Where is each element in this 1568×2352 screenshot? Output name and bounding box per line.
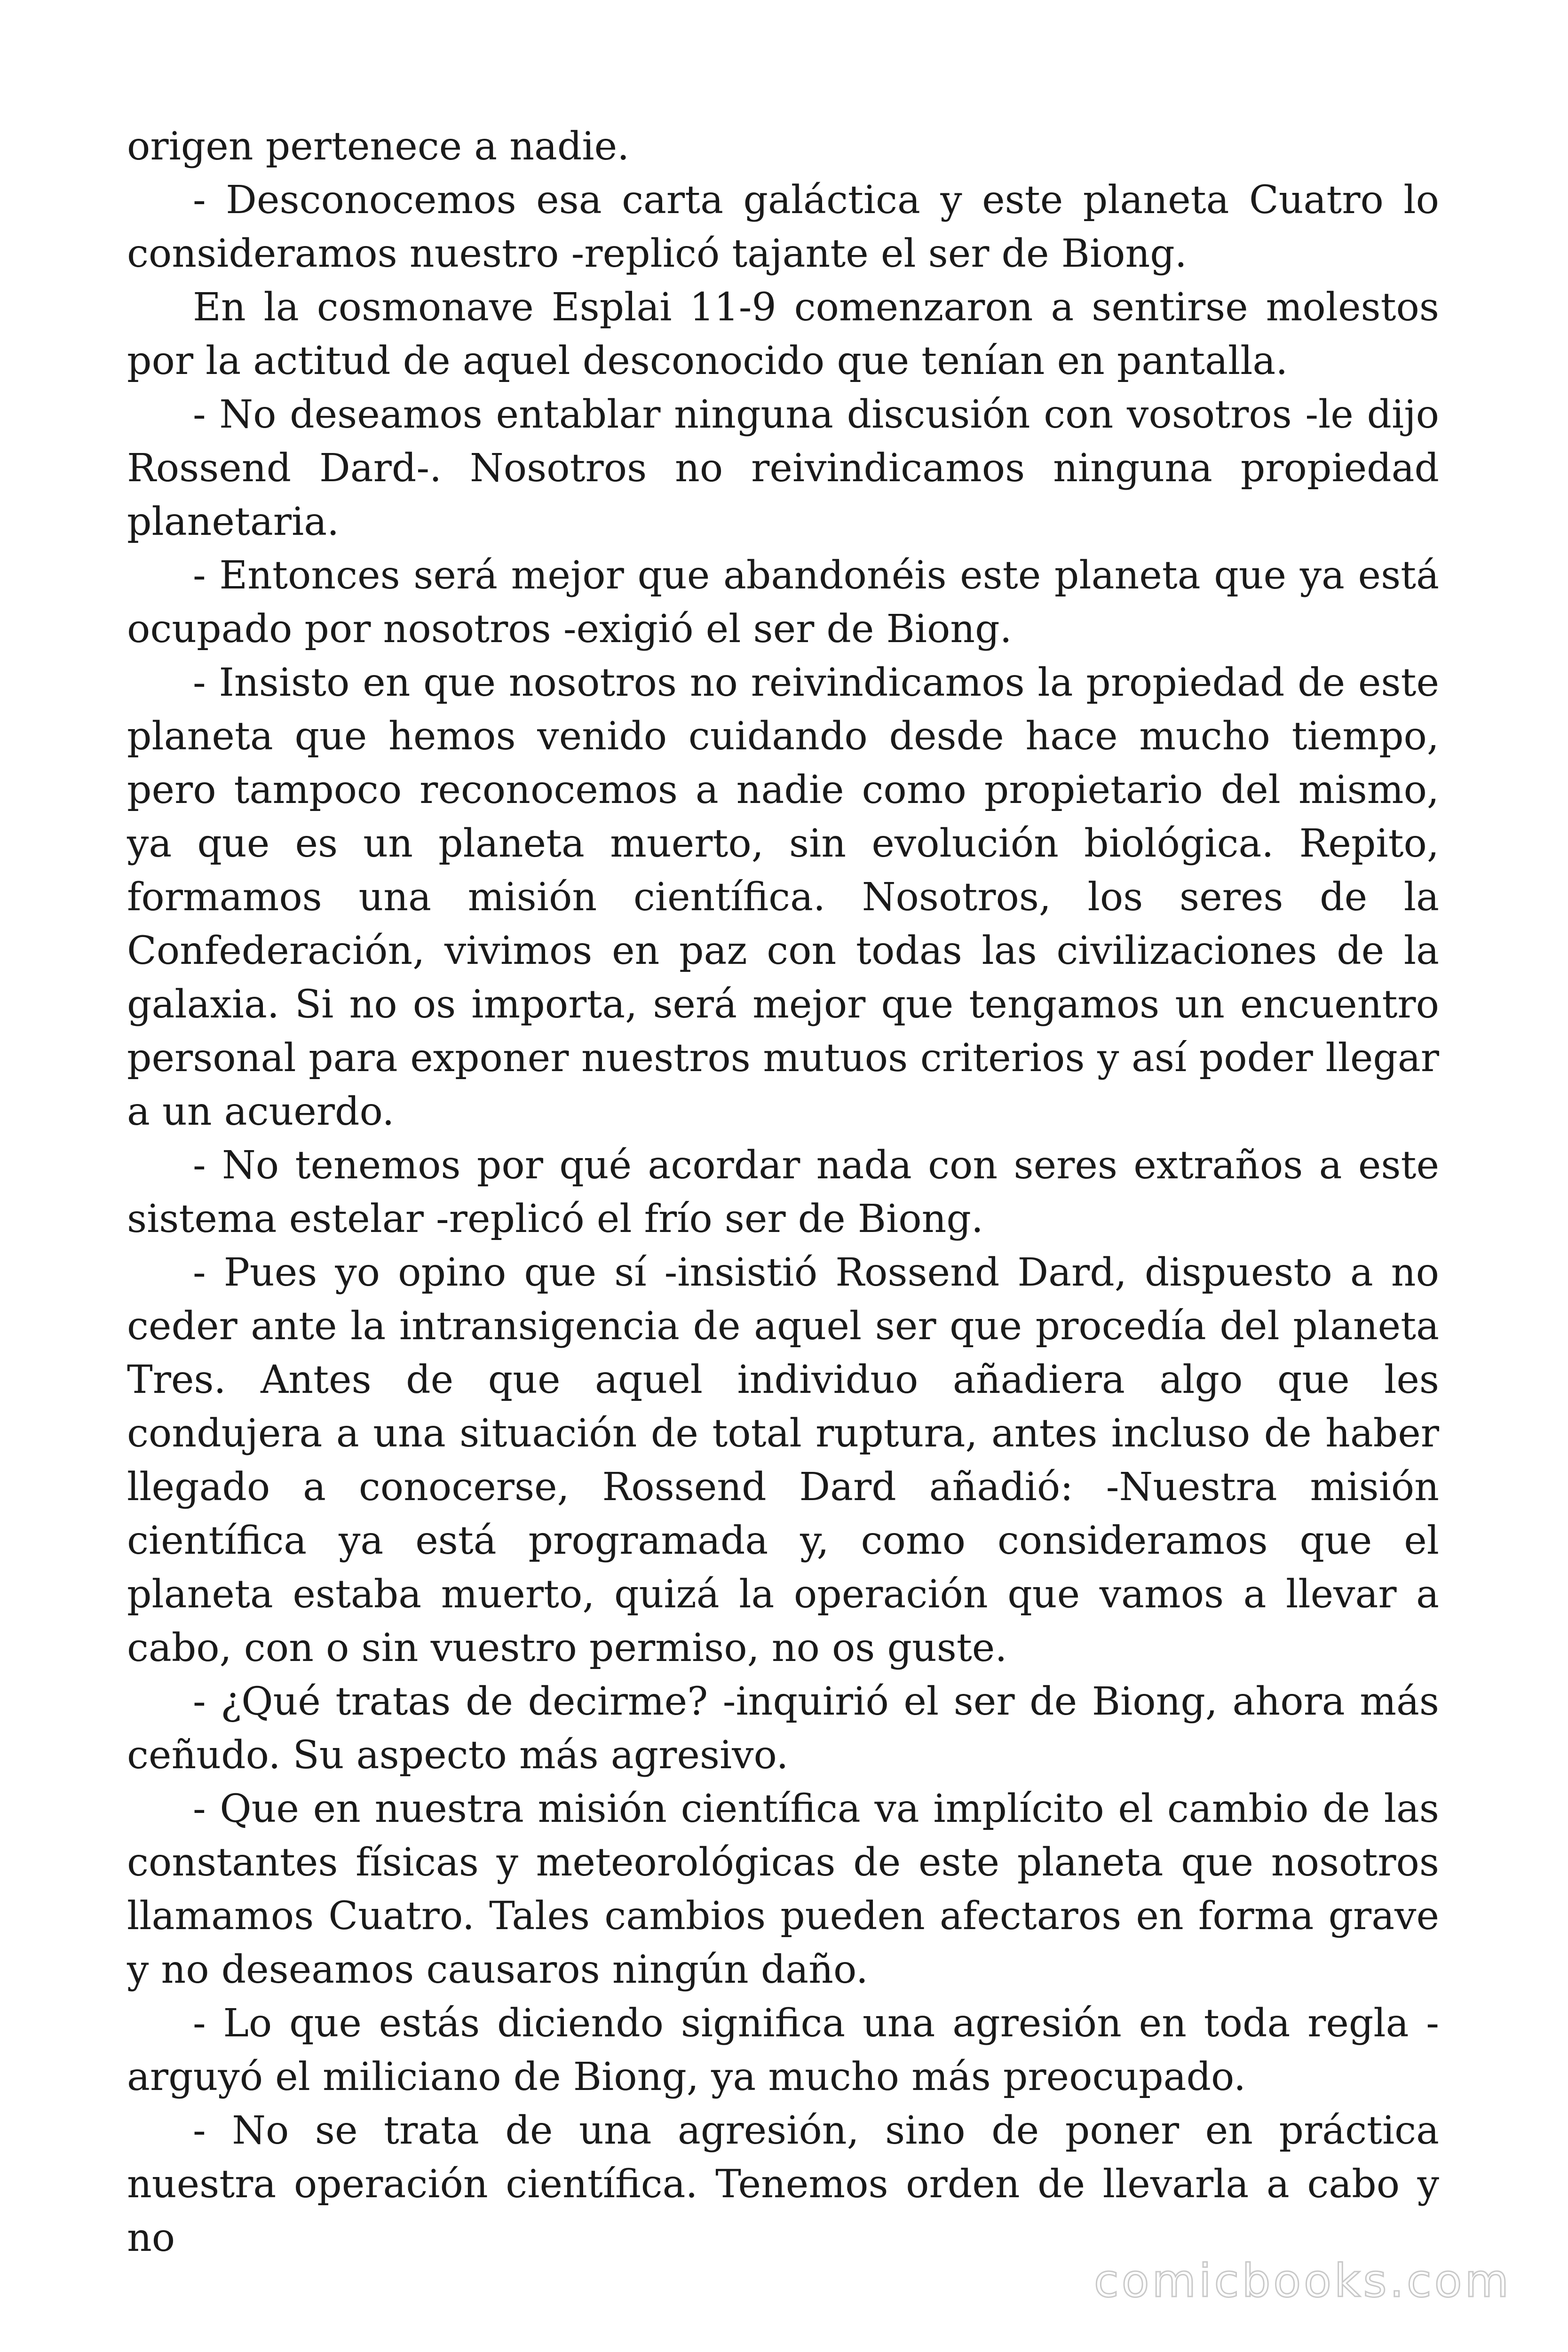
watermark: comicbooks.com	[1093, 2255, 1512, 2307]
paragraph: - No tenemos por qué acordar nada con seres extraños a este sistema estelar -replicó el frío ser de Biong.	[127, 1143, 1439, 1241]
paragraph: - ¿Qué tratas de decirme? -inquirió el ser de Biong, ahora más ceñudo. Su aspecto más agresivo.	[127, 1679, 1439, 1778]
paragraph: - No se trata de una agresión, sino de poner en práctica nuestra operación científica. Tenemos orden de llevarla a cabo y no	[127, 2108, 1439, 2260]
paragraph: - Desconocemos esa carta galáctica y este planeta Cuatro lo consideramos nuestro -replicó tajante el ser de Biong.	[127, 178, 1439, 276]
paragraph: - Pues yo opino que sí -insistió Rossend Dard, dispuesto a no ceder ante la intransigencia de aquel ser que procedía del planeta Tres. Antes de que aquel individuo añadiera algo que les condujera a una situación de total ruptura, antes incluso de haber llegado a conocerse, Rossend Dard añadió: -Nuestra misión científica ya está programada y, como consideramos que el planeta estaba muerto, quizá la operación que vamos a llevar a cabo, con o sin vuestro permiso, no os guste.	[127, 1250, 1439, 1670]
paragraph: - Entonces será mejor que abandonéis este planeta que ya está ocupado por nosotros -exigió el ser de Biong.	[127, 553, 1439, 652]
paragraph: - Insisto en que nosotros no reivindicamos la propiedad de este planeta que hemos venido cuidando desde hace mucho tiempo, pero tampoco reconocemos a nadie como propietario del mismo, ya que es un planeta muerto, sin evolución biológica. Repito, formamos una misión científica. Nosotros, los seres de la Confederación, vivimos en paz con todas las civilizaciones de la galaxia. Si no os importa, será mejor que tengamos un encuentro personal para exponer nuestros mutuos criterios y así poder llegar a un acuerdo.	[127, 660, 1439, 1134]
paragraph: origen pertenece a nadie.	[127, 124, 630, 169]
paragraph: En la cosmonave Esplai 11-9 comenzaron a sentirse molestos por la actitud de aquel desconocido que tenían en pantalla.	[127, 285, 1439, 383]
paragraph: - Que en nuestra misión científica va implícito el cambio de las constantes físicas y meteorológicas de este planeta que nosotros llamamos Cuatro. Tales cambios pueden afectaros en forma grave y no deseamos causaros ningún daño.	[127, 1787, 1439, 1992]
paragraph: - No deseamos entablar ninguna discusión con vosotros -le dijo Rossend Dard-. Nosotros no reivindicamos ninguna propiedad planetaria.	[127, 392, 1439, 544]
paragraph: - Lo que estás diciendo significa una agresión en toda regla - arguyó el miliciano de Biong, ya mucho más preocupado.	[127, 2001, 1439, 2099]
page-body	[127, 120, 1439, 2265]
